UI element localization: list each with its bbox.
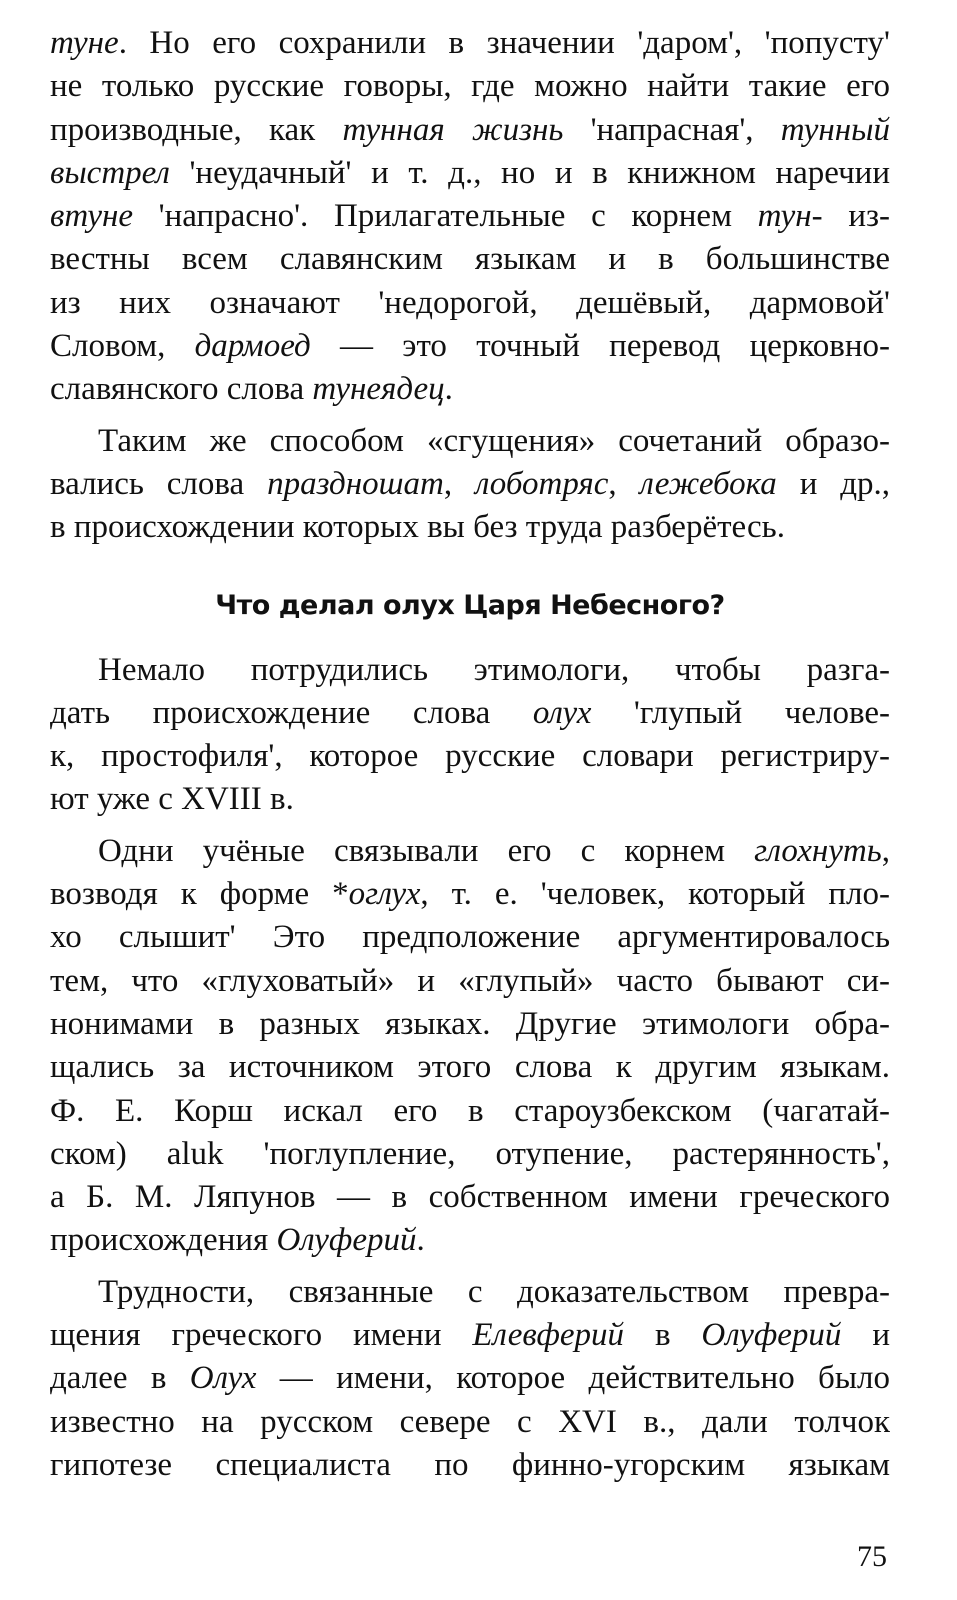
text-segment: в происхождении которых вы без труда разберётесь.: [50, 509, 785, 546]
text-line: [50, 830, 890, 873]
text-line: [50, 238, 890, 281]
text-segment: вались слова: [50, 465, 268, 502]
text-line: [50, 506, 890, 549]
text-segment: .: [444, 371, 453, 408]
text-segment: хо слышит' Это предположение аргументировалось: [50, 919, 890, 956]
text-segment: Трудности, связанные с доказательством превра-: [98, 1273, 890, 1310]
text-line: [50, 873, 890, 916]
text-line: [50, 1003, 890, 1046]
text-segment: вестны всем славянским языкам и в большинстве: [50, 241, 890, 278]
text-line: [50, 1133, 890, 1176]
text-line: [50, 463, 890, 506]
text-segment: Одни учёные связывали его с корнем: [98, 832, 755, 869]
text-line: [50, 692, 890, 735]
text-segment: нонимами в разных языках. Другие этимологи обра-: [50, 1005, 890, 1042]
italic-term: тунеядец: [312, 371, 445, 408]
text-segment: 'глупый челове-: [591, 694, 890, 731]
italic-term: праздношат: [267, 465, 444, 502]
text-line: [50, 916, 890, 959]
page: [50, 22, 890, 1487]
italic-term: Олуферий: [276, 1222, 417, 1259]
text-line: [50, 22, 890, 65]
text-line: [50, 1314, 890, 1357]
text-line: [50, 1401, 890, 1444]
paragraph-3: [50, 649, 890, 822]
italic-term: Олух: [189, 1360, 257, 1397]
text-line: [50, 368, 890, 411]
italic-term: тунная жизнь: [342, 111, 564, 148]
text-line: [50, 649, 890, 692]
text-segment: тем, что «глуховатый» и «глупый» часто бывают си-: [50, 962, 890, 999]
text-line: [50, 65, 890, 108]
italic-term: тун-: [757, 198, 823, 235]
text-segment: — имени, которое действительно было: [256, 1360, 890, 1397]
text-line: [50, 1357, 890, 1400]
italic-term: Олуферий: [701, 1317, 842, 1354]
text-segment: дать происхождение слова: [50, 694, 533, 731]
text-line: [50, 195, 890, 238]
text-segment: славянского слова: [50, 371, 313, 408]
text-segment: в: [624, 1317, 702, 1354]
text-segment: а Б. М. Ляпунов — в собственном имени греческого: [50, 1179, 890, 1216]
italic-term: туне: [50, 25, 119, 61]
page-number: 75: [857, 1540, 887, 1573]
text-segment: из-: [822, 198, 890, 235]
text-segment: Таким же способом «сгущения» сочетаний образо-: [98, 422, 890, 459]
text-segment: . Но его сохранили в значении 'даром', 'попусту': [118, 25, 890, 61]
section-heading: Что делал олух Царя Небесного?: [215, 589, 725, 621]
text-line: [50, 1046, 890, 1089]
text-line: [50, 1176, 890, 1219]
text-line: [50, 282, 890, 325]
text-segment: гипотезе специалиста по финно-угорским языкам: [50, 1446, 890, 1483]
text-segment: известно на русском севере с XVI в., дали толчок: [50, 1403, 890, 1440]
text-segment: — это точный перевод церковно-: [310, 328, 890, 365]
italic-term: тунный: [780, 111, 890, 148]
text-segment: ,: [608, 465, 640, 502]
italic-term: Елевферий: [472, 1317, 625, 1354]
text-segment: ,: [443, 465, 475, 502]
text-segment: Немало потрудились этимологи, чтобы разга-: [98, 651, 890, 688]
text-segment: щения греческого имени: [50, 1317, 473, 1354]
italic-term: дармоед: [194, 328, 311, 365]
italic-term: олух: [532, 694, 592, 731]
text-segment: 'напрасная',: [563, 111, 781, 148]
italic-term: глохнуть: [754, 832, 882, 869]
text-segment: ют уже с XVIII в.: [50, 781, 294, 818]
text-line: [50, 1444, 890, 1487]
text-line: [50, 420, 890, 463]
text-segment: , т. е. 'человек, который пло-: [420, 876, 890, 913]
text-line: [50, 109, 890, 152]
paragraph-4: [50, 830, 890, 1263]
text-line: [50, 325, 890, 368]
italic-term: лежебока: [639, 465, 777, 502]
text-line: [50, 960, 890, 1003]
italic-term: оглух: [348, 876, 421, 913]
italic-term: втуне: [50, 198, 133, 235]
text-segment: ,: [881, 832, 890, 869]
text-segment: производные, как: [50, 111, 343, 148]
text-line: [50, 735, 890, 778]
text-segment: не только русские говоры, где можно найти такие его: [50, 68, 890, 105]
paragraph-1: [50, 22, 890, 412]
text-segment: Ф. Е. Корш искал его в староузбекском (чагатай-: [50, 1092, 890, 1129]
text-segment: 'напрасно'. Прилагательные с корнем: [133, 198, 758, 235]
text-segment: и: [841, 1317, 890, 1354]
text-segment: и др.,: [776, 465, 890, 502]
text-line: [50, 1271, 890, 1314]
text-segment: щались за источником этого слова к другим языкам.: [50, 1049, 890, 1086]
text-segment: ском) aluk 'поглупление, отупение, растерянность',: [50, 1135, 890, 1172]
text-segment: .: [416, 1222, 425, 1259]
text-segment: происхождения: [50, 1222, 277, 1259]
text-segment: 'неудачный' и т. д., но и в книжном наречии: [169, 154, 890, 191]
text-segment: Словом,: [50, 328, 195, 365]
text-line: [50, 1219, 890, 1262]
italic-term: лоботряс: [474, 465, 609, 502]
italic-term: выстрел: [50, 154, 170, 191]
text-segment: из них означают 'недорогой, дешёвый, дармовой': [50, 284, 890, 321]
text-segment: к, простофиля', которое русские словари регистриру-: [50, 738, 890, 775]
paragraph-2: [50, 420, 890, 550]
text-line: [50, 152, 890, 195]
text-line: [50, 778, 890, 821]
text-segment: возводя к форме *: [50, 876, 349, 913]
text-line: [50, 1090, 890, 1133]
paragraph-5: [50, 1271, 890, 1487]
text-segment: далее в: [50, 1360, 190, 1397]
